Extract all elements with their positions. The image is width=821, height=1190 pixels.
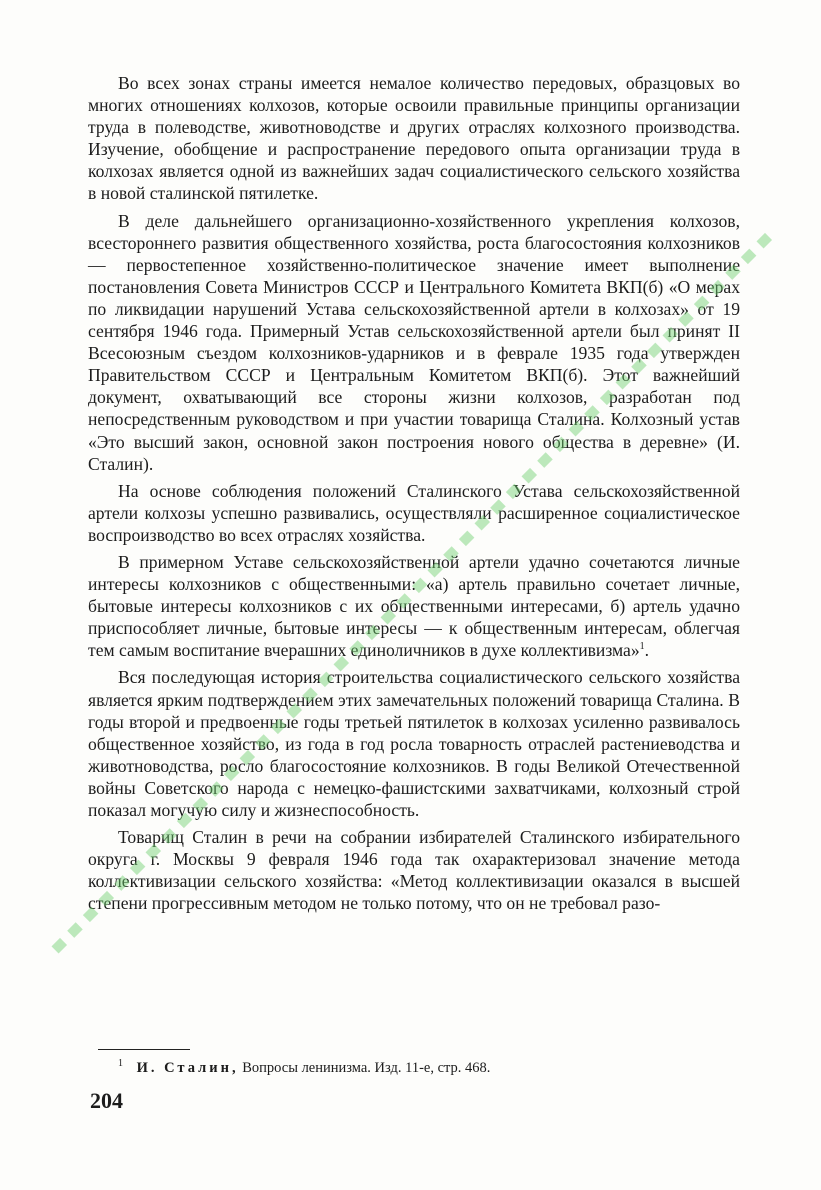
footnote-mark: 1: [118, 1058, 123, 1069]
paragraph-2: В деле дальнейшего организационно-хозяйственного укрепления колхозов, всестороннего развития общественного хозяйства, роста благосостояния колхозников — первостепенное хозяйственно-политическое значение имеет выполнение постановления Совета Министров СССР и Центрального Комитета ВКП(б) «О мерах по ликвидации нарушений Устава сельскохозяйственной артели в колхозах» от 19 сентября 1946 года. Примерный Устав сельскохозяйственной артели был принят II Всесоюзным съездом колхозников-ударников и в феврале 1935 года утвержден Правительством СССР и Центральным Комитетом ВКП(б). Этот важнейший документ, охватывающий все стороны жизни колхозов, разработан под непосредственным руководством и при участии товарища Сталина. Колхозный устав «Это высший закон, основной закон построения нового общества в деревне» (И. Сталин).: [88, 210, 740, 474]
footnote: [118, 1054, 738, 1078]
paragraph-5: Вся последующая история строительства социалистического сельского хозяйства является ярким подтверждением этих замечательных положений товарища Сталина. В годы второй и предвоенные годы третьей пятилеток в колхозах усиленно развивалось общественное хозяйство, из года в год росла товарность отраслей растениеводства и животноводства, росло благосостояние колхозников. В годы Великой Отечественной войны Советского народа с немецко-фашистскими захватчиками, колхозный строй показал могучую силу и жизнеспособность.: [88, 667, 740, 820]
paragraph-6: Товарищ Сталин в речи на собрании избирателей Сталинского избирательного округа г. Москвы 9 февраля 1946 года так охарактеризовал значение метода коллективизации сельского хозяйства: «Метод коллективизации оказался в высшей степени прогрессивным методом не только потому, что он не требовал разо-: [88, 827, 740, 914]
footnote-reference: 1: [639, 641, 645, 653]
paragraph-4: В примерном Уставе сельскохозяйственной артели удачно сочетаются личные интересы колхозников с общественными: «а) артель правильно сочетает личные, бытовые интересы колхозников с их общественными интересами, б) артель удачно приспособляет личные, бытовые интересы — к общественным интересам, облегчая тем самым воспитание вчерашних единоличников в духе коллективизма»$^1$.: [88, 551, 740, 661]
page-number: 204: [90, 1088, 123, 1113]
watermark-dash: [52, 938, 68, 954]
footnote-source: Вопросы ленинизма. Изд. 11-е, стр. 468.: [242, 1059, 491, 1076]
footnote-author: И. Сталин,: [136, 1059, 239, 1076]
paragraph-1: Во всех зонах страны имеется немалое количество передовых, образцовых во многих отношениях колхозов, которые освоили правильные принципы организации труда в полеводстве, животноводстве и других отраслях колхозного производства. Изучение, обобщение и распространение передового опыта организации труда в колхозах является одной из важнейших задач социалистического сельского хозяйства в новой сталинской пятилетке.: [88, 73, 740, 204]
watermark-dash: [67, 922, 83, 938]
footnote-divider: [98, 1049, 190, 1050]
body-text: [88, 72, 740, 919]
paragraph-3: На основе соблюдения положений Сталинского Устава сельскохозяйственной артели колхозы успешно развивались, осуществляли расширенное социалистическое воспроизводство во всех отраслях хозяйства.: [88, 480, 740, 545]
paragraph-4-text: В примерном Уставе сельскохозяйственной артели удачно сочетаются личные интересы колхозников с общественными: «а) артель правильно сочетает личные, бытовые интересы колхозников с их общественными интересами, б) артель удачно приспособляет личные, бытовые интересы — к общественным интересам, облегчая тем самым воспитание вчерашних единоличников в духе коллективизма»: [88, 551, 740, 661]
watermark-dash: [757, 233, 773, 249]
watermark-dash: [741, 249, 757, 265]
